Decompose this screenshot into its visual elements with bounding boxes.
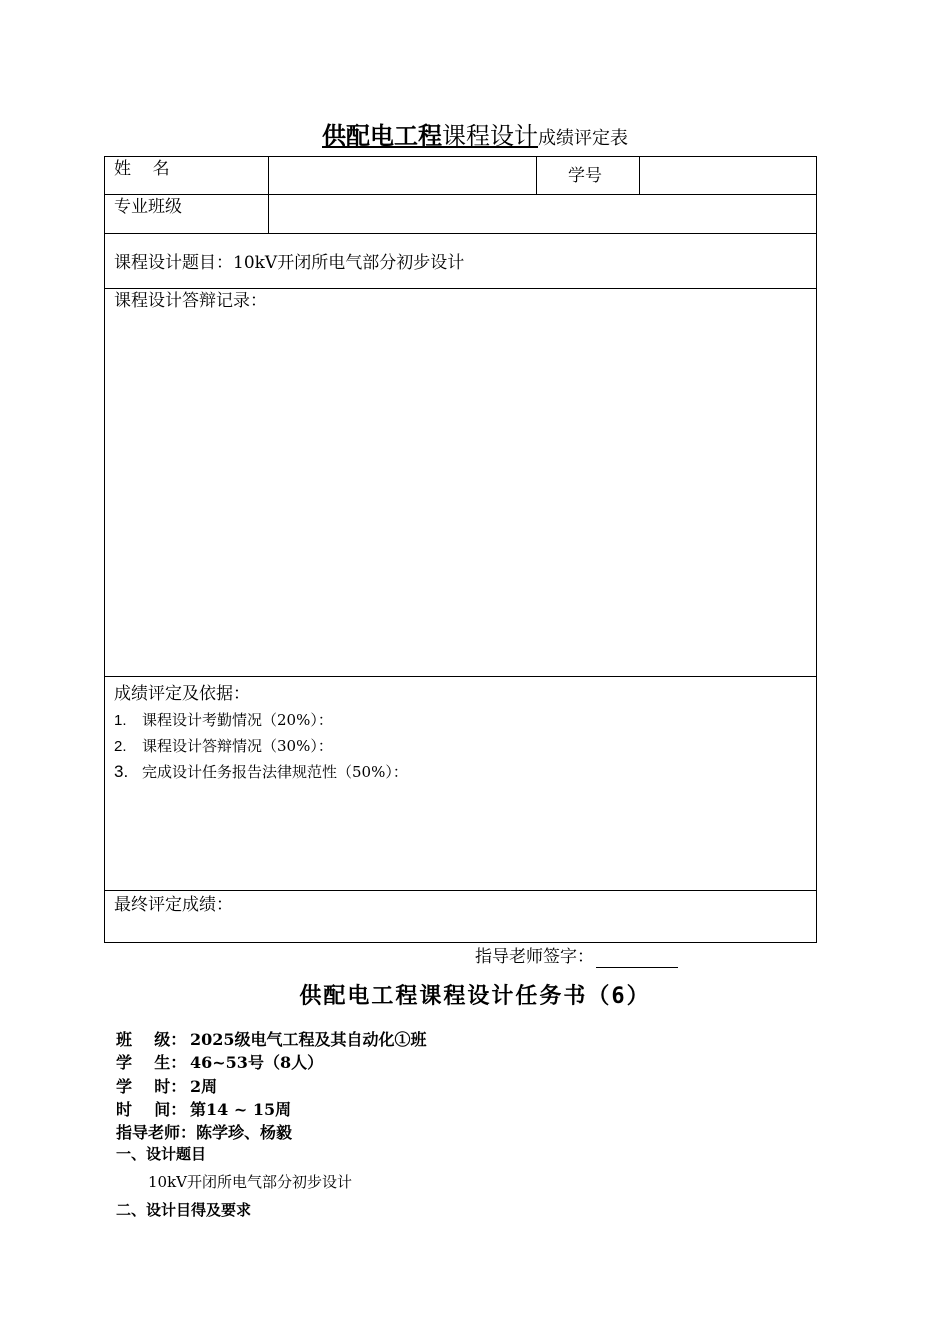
title-course-name: 供配电工程 [322,122,442,150]
design-topic-line: 课程设计题目：10kV开闭所电气部分初步设计 [114,253,465,273]
row-divider [104,194,817,195]
signature-label: 指导老师签字： [475,947,594,967]
title-course-design: 课程设计 [442,122,538,150]
class-label: 专业班级 [114,197,182,217]
student-no-label: 学号 [568,166,602,186]
name-value-cell[interactable] [270,157,535,193]
info-class [116,1029,427,1051]
criteria-label: 成绩评定及依据： [114,684,250,704]
row-divider [104,288,817,289]
row-divider [104,890,817,891]
defense-record-label: 课程设计答辩记录： [114,291,267,311]
signature-blank[interactable] [596,949,678,968]
info-key: 班 级： [116,1030,187,1049]
criteria-number: 1. [114,712,127,729]
criteria-text: 完成设计任务报告法律规范性（50%）： [142,763,408,781]
column-divider [639,156,640,194]
info-key: 指导老师： [116,1123,197,1142]
info-key: 时 间： [116,1100,187,1119]
criteria-item [114,736,333,757]
info-value: 2周 [190,1077,218,1096]
info-hours [116,1076,217,1098]
criteria-number: 3. [114,762,129,781]
info-teachers [116,1122,292,1144]
info-time [116,1099,291,1121]
class-value-cell[interactable] [270,196,815,232]
info-students [116,1052,323,1074]
teacher-signature [475,946,678,968]
section-heading-goals: 二、设计目得及要求 [116,1201,252,1219]
final-grade-label: 最终评定成绩： [114,895,233,915]
criteria-item [114,710,333,731]
name-label: 姓 名 [114,159,170,179]
column-divider [536,156,537,194]
row-divider [104,676,817,677]
criteria-text: 课程设计考勤情况（20%）： [142,711,333,729]
criteria-text: 课程设计答辩情况（30%）： [142,737,333,755]
grade-table [104,156,817,943]
section-heading-topic: 一、设计题目 [116,1145,207,1163]
info-value: 2025级电气工程及其自动化①班 [190,1030,427,1049]
info-key: 学 生： [116,1053,187,1072]
student-no-value-cell[interactable] [641,157,815,193]
info-value: 46~53号（8人） [190,1053,324,1072]
title-form-name: 成绩评定表 [538,128,628,149]
info-value: 陈学珍、杨毅 [196,1123,293,1142]
info-key: 学 时： [116,1077,187,1096]
criteria-item [114,762,408,782]
row-divider [104,233,817,234]
info-value: 第14 ~ 15周 [190,1100,292,1119]
table-border-right [816,156,817,943]
task-book-title: 供配电工程课程设计任务书（6） [299,984,651,1009]
criteria-number: 2. [114,738,127,755]
table-border-left [104,156,105,943]
design-topic: 10kV开闭所电气部分初步设计 [148,1173,353,1191]
table-border-bottom [104,942,817,943]
page-title [0,118,950,154]
column-divider [268,156,269,233]
